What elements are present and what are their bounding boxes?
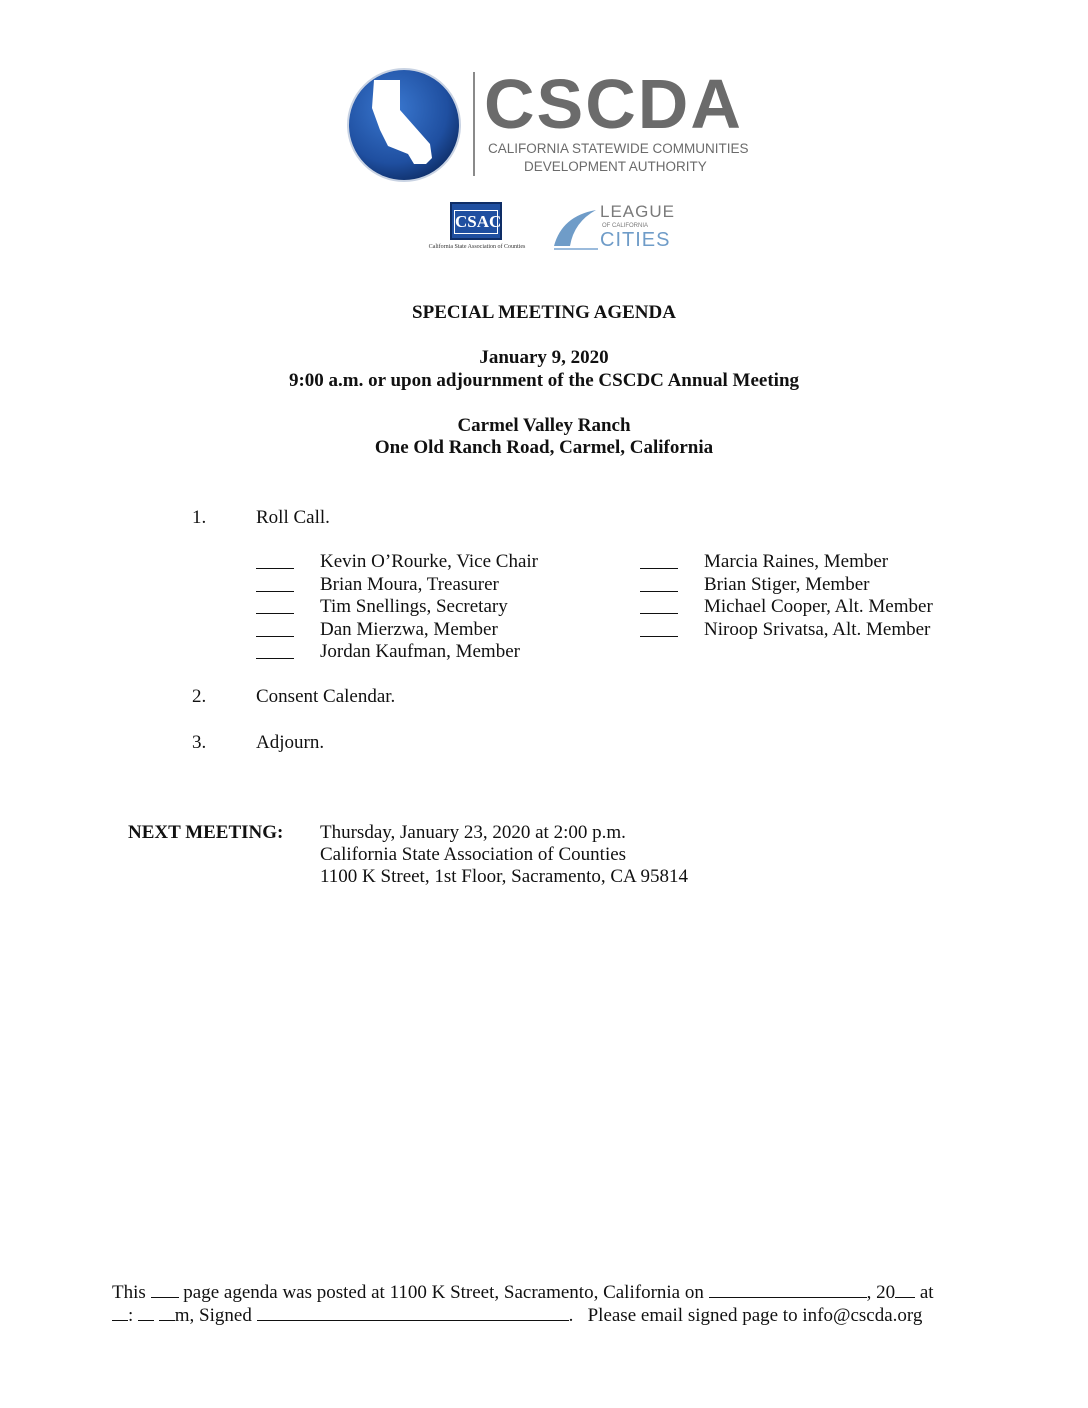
agenda-item-number-1: 1. bbox=[192, 507, 207, 528]
csac-logo bbox=[416, 200, 538, 254]
agenda-item-label-2: Consent Calendar. bbox=[256, 686, 396, 707]
next-meeting-org: California State Association of Counties bbox=[320, 844, 627, 865]
meeting-time: 9:00 a.m. or upon adjournment of the CSCDC Annual Meeting bbox=[288, 370, 800, 391]
footer-text: This bbox=[112, 1282, 146, 1303]
roll-call-entry bbox=[256, 551, 586, 573]
agenda-item-number-3: 3. bbox=[192, 732, 207, 753]
posting-hour-blank[interactable] bbox=[112, 1303, 128, 1321]
roll-call-entry bbox=[640, 574, 970, 596]
logo-subtitle-2: DEVELOPMENT AUTHORITY bbox=[524, 159, 707, 174]
roll-call-entry bbox=[640, 551, 970, 573]
roll-call-blank[interactable] bbox=[256, 641, 294, 659]
roll-call-name: Niroop Srivatsa, Alt. Member bbox=[704, 619, 931, 640]
roll-call-name: Michael Cooper, Alt. Member bbox=[704, 596, 933, 617]
roll-call-name: Tim Snellings, Secretary bbox=[320, 596, 508, 617]
logo-divider bbox=[473, 72, 475, 176]
signature-blank[interactable] bbox=[257, 1303, 569, 1321]
roll-call-entry bbox=[256, 619, 586, 641]
posting-ampm-blank[interactable] bbox=[159, 1303, 175, 1321]
csac-mark bbox=[450, 202, 502, 240]
roll-call-blank[interactable] bbox=[640, 619, 678, 637]
cscda-logo bbox=[344, 65, 749, 184]
posting-statement-line-1 bbox=[112, 1280, 972, 1304]
posting-statement-line-2 bbox=[112, 1303, 972, 1327]
logo-subtitle-1: CALIFORNIA STATEWIDE COMMUNITIES bbox=[488, 141, 749, 156]
roll-call-name: Marcia Raines, Member bbox=[704, 551, 889, 572]
roll-call-blank[interactable] bbox=[256, 619, 294, 637]
footer-text: at bbox=[919, 1282, 934, 1303]
meeting-address: One Old Ranch Road, Carmel, California bbox=[374, 437, 714, 458]
agenda-item-number-2: 2. bbox=[192, 686, 207, 707]
csac-mark-text: CSAC bbox=[454, 210, 498, 234]
roll-call-blank[interactable] bbox=[256, 596, 294, 614]
agenda-item-label-1: Roll Call. bbox=[256, 507, 330, 528]
roll-call-blank[interactable] bbox=[640, 596, 678, 614]
roll-call-entry bbox=[640, 619, 970, 641]
roll-call-blank[interactable] bbox=[640, 574, 678, 592]
league-line-3: CITIES bbox=[600, 229, 671, 251]
footer-text: : bbox=[128, 1305, 134, 1326]
page-count-blank[interactable] bbox=[151, 1280, 179, 1298]
logo-wordmark: CSCDA bbox=[484, 65, 743, 143]
league-line-1: LEAGUE bbox=[600, 202, 675, 221]
meeting-date: January 9, 2020 bbox=[479, 347, 609, 368]
next-meeting-address: 1100 K Street, 1st Floor, Sacramento, CA 95814 bbox=[320, 866, 688, 887]
league-swoosh-icon bbox=[552, 206, 600, 250]
roll-call-entry bbox=[640, 596, 970, 618]
roll-call-entry bbox=[256, 596, 586, 618]
roll-call-blank[interactable] bbox=[256, 551, 294, 569]
roll-call-name: Brian Moura, Treasurer bbox=[320, 574, 499, 595]
roll-call-blank[interactable] bbox=[256, 574, 294, 592]
footer-text: , 20 bbox=[866, 1282, 896, 1303]
footer-text: page agenda was posted at 1100 K Street, Sacramento, California on bbox=[183, 1282, 704, 1303]
california-seal-icon bbox=[344, 66, 466, 184]
roll-call-entry bbox=[256, 574, 586, 596]
page-title: SPECIAL MEETING AGENDA bbox=[412, 302, 676, 323]
csac-caption: California State Association of Counties bbox=[428, 244, 526, 250]
next-meeting-label: NEXT MEETING: bbox=[128, 822, 284, 843]
roll-call-name: Jordan Kaufman, Member bbox=[320, 641, 520, 662]
next-meeting-date: Thursday, January 23, 2020 at 2:00 p.m. bbox=[320, 822, 626, 843]
footer-text: . Please email signed page to info@cscda.org bbox=[568, 1305, 923, 1326]
league-of-cities-logo bbox=[552, 202, 675, 252]
roll-call-name: Kevin O’Rourke, Vice Chair bbox=[320, 551, 539, 572]
posting-date-blank[interactable] bbox=[709, 1280, 867, 1298]
roll-call-name: Brian Stiger, Member bbox=[704, 574, 870, 595]
footer-text: m, Signed bbox=[174, 1305, 252, 1326]
league-line-2: OF CALIFORNIA bbox=[602, 223, 649, 229]
agenda-item-label-3: Adjourn. bbox=[256, 732, 325, 753]
posting-minute-blank[interactable] bbox=[138, 1303, 154, 1321]
roll-call-name: Dan Mierzwa, Member bbox=[320, 619, 498, 640]
roll-call-blank[interactable] bbox=[640, 551, 678, 569]
roll-call-entry bbox=[256, 641, 586, 663]
meeting-venue: Carmel Valley Ranch bbox=[457, 415, 631, 436]
posting-year-blank[interactable] bbox=[895, 1280, 915, 1298]
